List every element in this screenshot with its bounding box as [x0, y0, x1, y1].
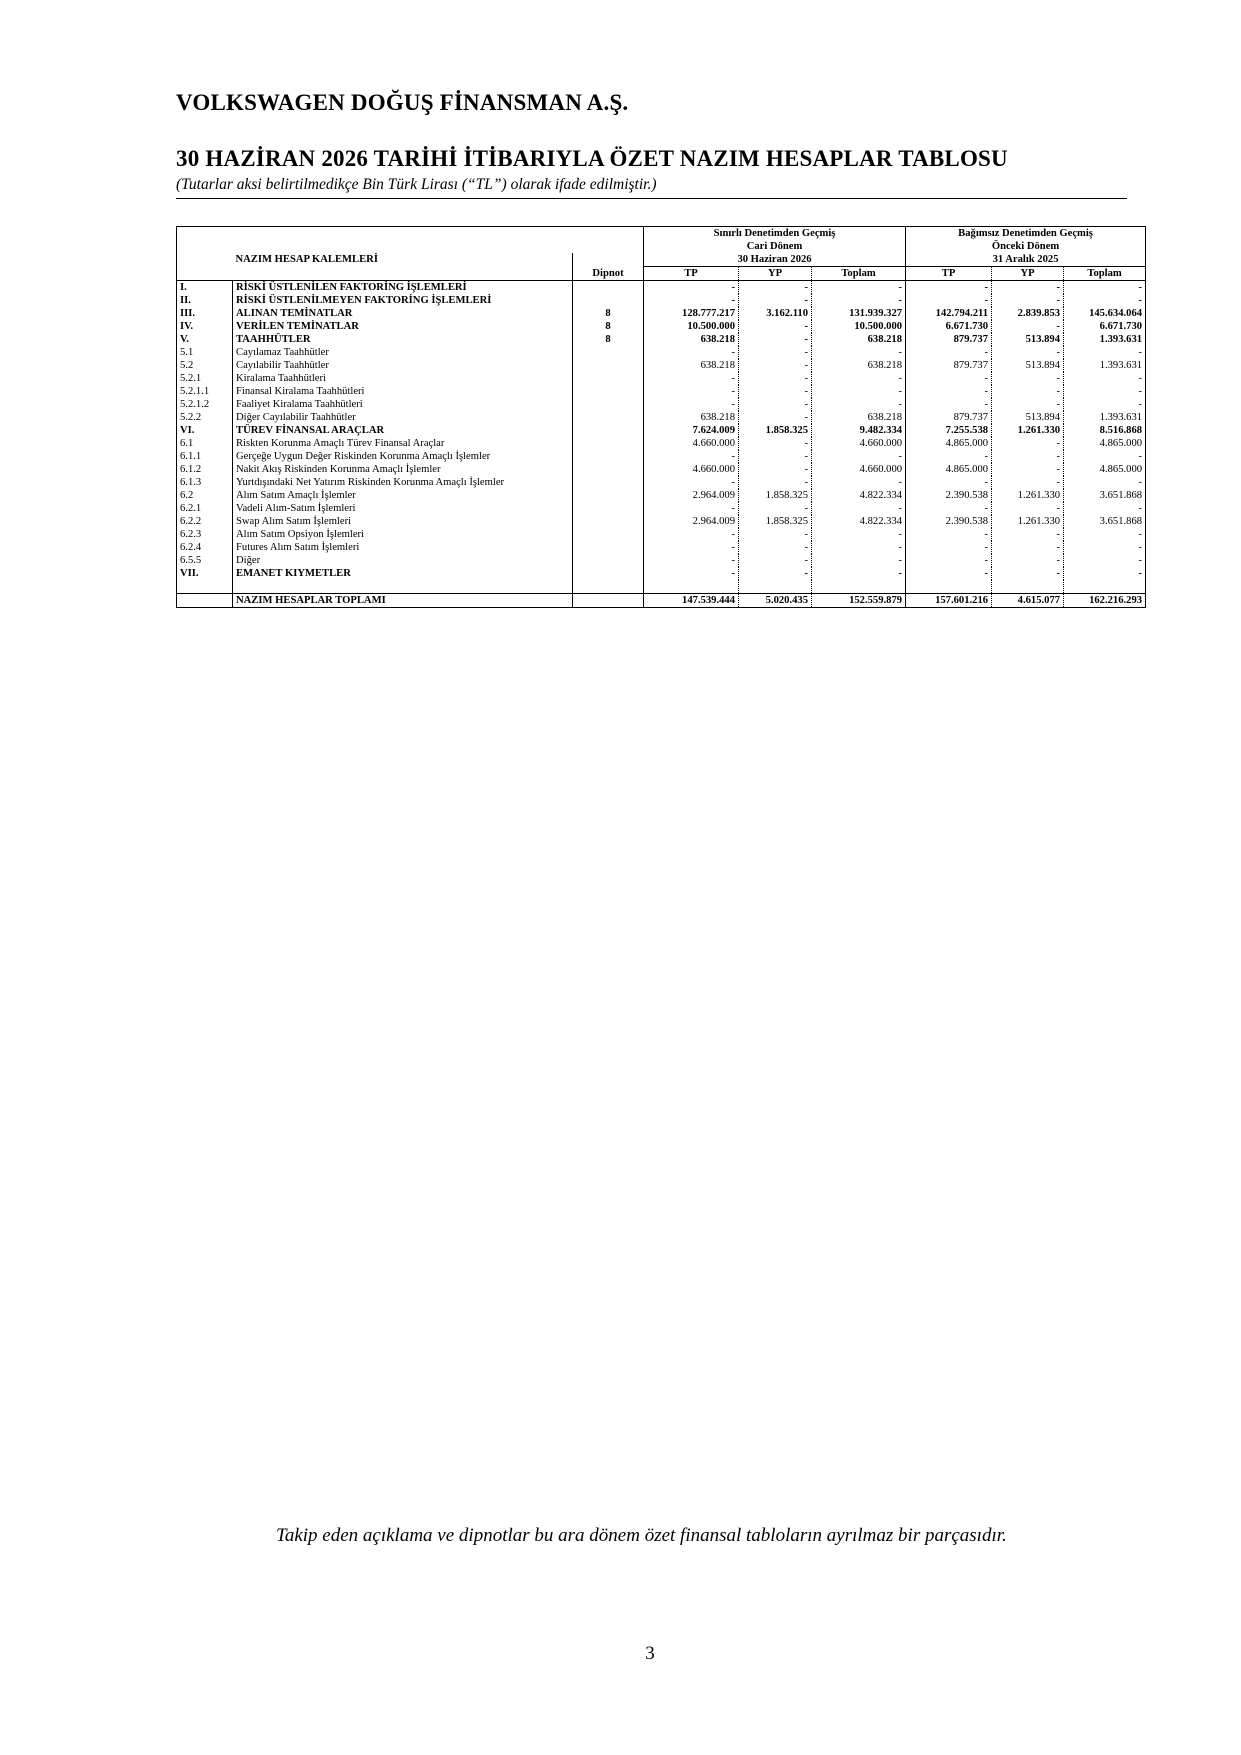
prior-period-header-line3: 31 Aralık 2025: [992, 254, 1059, 265]
row-current-tp: -: [644, 554, 739, 567]
row-note: [573, 450, 644, 463]
row-code: 6.2.1: [177, 502, 233, 515]
row-label: Alım Satım Amaçlı İşlemler: [236, 490, 356, 501]
row-label: RİSKİ ÜSTLENİLEN FAKTORİNG İŞLEMLERİ: [236, 282, 467, 293]
row-prior-total: -: [1138, 282, 1143, 293]
row-prior-tp: 4.865.000: [906, 463, 992, 476]
row-note: [573, 554, 644, 567]
table-row: [177, 489, 1146, 502]
table-row: [177, 307, 1146, 320]
row-label: VERİLEN TEMİNATLAR: [236, 321, 359, 332]
row-current-yp: 3.162.110: [739, 307, 812, 320]
row-label: Diğer: [236, 555, 261, 566]
row-prior-total: -: [1138, 555, 1143, 566]
row-code: I.: [177, 281, 233, 295]
table-row: [177, 528, 1146, 541]
table-row: [177, 541, 1146, 554]
row-code: II.: [177, 294, 233, 307]
row-prior-total: -: [1138, 477, 1143, 488]
row-current-tp: 638.218: [644, 411, 739, 424]
row-current-total: -: [812, 398, 906, 411]
row-prior-yp: 513.894: [992, 359, 1064, 372]
table-row: [177, 411, 1146, 424]
row-current-total: -: [812, 567, 906, 580]
row-note: [573, 346, 644, 359]
row-current-total: -: [812, 528, 906, 541]
row-prior-yp: -: [992, 567, 1064, 580]
row-label: Alım Satım Opsiyon İşlemleri: [236, 529, 364, 540]
row-prior-yp: -: [992, 528, 1064, 541]
row-prior-yp: -: [992, 294, 1064, 307]
row-prior-yp: -: [992, 372, 1064, 385]
row-prior-tp: -: [906, 294, 992, 307]
row-prior-tp: -: [906, 372, 992, 385]
row-label: Swap Alım Satım İşlemleri: [236, 516, 352, 527]
row-current-tp: -: [644, 476, 739, 489]
table-row: [177, 567, 1146, 580]
row-label: ALINAN TEMİNATLAR: [236, 308, 353, 319]
total-label: NAZIM HESAPLAR TOPLAMI: [233, 594, 573, 608]
row-prior-tp: -: [906, 528, 992, 541]
table-row: [177, 463, 1146, 476]
row-note: [573, 294, 644, 307]
row-current-yp: -: [739, 346, 812, 359]
table-row: [177, 450, 1146, 463]
note-column-header: Dipnot: [573, 267, 644, 281]
row-prior-yp: -: [992, 476, 1064, 489]
row-current-tp: -: [644, 528, 739, 541]
row-prior-total: -: [1138, 399, 1143, 410]
prior-period-header-line1: Bağımsız Denetimden Geçmiş: [958, 228, 1093, 239]
row-prior-yp: -: [992, 502, 1064, 515]
table-row: [177, 554, 1146, 567]
row-current-yp: 1.858.325: [739, 489, 812, 502]
row-current-yp: -: [739, 333, 812, 346]
title-divider: [176, 198, 1127, 199]
row-code: VII.: [177, 567, 233, 580]
row-current-tp: 10.500.000: [644, 320, 739, 333]
row-current-tp: 7.624.009: [644, 424, 739, 437]
page-subtitle: (Tutarlar aksi belirtilmedikçe Bin Türk Lirası (“TL”) olarak ifade edilmiştir.): [176, 176, 657, 193]
row-note: [573, 424, 644, 437]
row-prior-yp: 513.894: [992, 333, 1064, 346]
row-current-yp: -: [739, 281, 812, 295]
row-prior-yp: -: [992, 346, 1064, 359]
row-prior-tp: 7.255.538: [906, 424, 992, 437]
row-current-yp: -: [739, 450, 812, 463]
row-prior-total: 145.634.064: [1089, 308, 1143, 319]
row-note: 8: [573, 333, 644, 346]
row-note: [573, 372, 644, 385]
row-code: 6.2.3: [177, 528, 233, 541]
row-current-tp: -: [644, 541, 739, 554]
row-current-total: -: [812, 476, 906, 489]
row-prior-tp: 142.794.211: [906, 307, 992, 320]
row-current-yp: -: [739, 463, 812, 476]
total-current-tp: 147.539.444: [644, 594, 739, 608]
row-prior-yp: 1.261.330: [992, 489, 1064, 502]
row-code: V.: [177, 333, 233, 346]
row-code: 5.2: [177, 359, 233, 372]
row-prior-tp: 879.737: [906, 359, 992, 372]
row-prior-tp: -: [906, 398, 992, 411]
row-current-yp: -: [739, 528, 812, 541]
row-prior-yp: -: [992, 463, 1064, 476]
row-prior-tp: 879.737: [906, 333, 992, 346]
row-prior-tp: -: [906, 541, 992, 554]
off-balance-sheet-table: [176, 226, 1146, 608]
row-prior-yp: 1.261.330: [992, 424, 1064, 437]
row-prior-total: 1.393.631: [1099, 360, 1143, 371]
row-prior-total: -: [1138, 295, 1143, 306]
row-note: [573, 502, 644, 515]
row-code: 6.5.5: [177, 554, 233, 567]
row-label: Finansal Kiralama Taahhütleri: [236, 386, 365, 397]
row-current-total: 4.822.334: [812, 489, 906, 502]
footer-note: Takip eden açıklama ve dipnotlar bu ara dönem özet finansal tabloların ayrılmaz bir parçasıdır.: [276, 1525, 1007, 1546]
row-prior-total: -: [1138, 529, 1143, 540]
row-current-total: 638.218: [812, 333, 906, 346]
header-blank-2: [177, 240, 644, 253]
row-code: 5.2.1.1: [177, 385, 233, 398]
row-current-total: -: [812, 541, 906, 554]
row-current-total: -: [812, 281, 906, 295]
row-code: 6.2.2: [177, 515, 233, 528]
header-blank: [177, 227, 644, 241]
row-current-yp: -: [739, 541, 812, 554]
row-label: Riskten Korunma Amaçlı Türev Finansal Araçlar: [236, 438, 445, 449]
row-prior-total: 1.393.631: [1099, 334, 1143, 345]
table-row: [177, 385, 1146, 398]
row-current-total: 9.482.334: [812, 424, 906, 437]
row-prior-yp: 1.261.330: [992, 515, 1064, 528]
row-code: 6.2: [177, 489, 233, 502]
row-current-total: -: [812, 385, 906, 398]
row-prior-total: -: [1138, 451, 1143, 462]
row-label: Gerçeğe Uygun Değer Riskinden Korunma Amaçlı İşlemler: [236, 451, 491, 462]
row-code: 5.2.2: [177, 411, 233, 424]
table-row: [177, 294, 1146, 307]
row-current-yp: -: [739, 294, 812, 307]
row-current-yp: 1.858.325: [739, 424, 812, 437]
row-prior-tp: 2.390.538: [906, 515, 992, 528]
row-current-tp: -: [644, 385, 739, 398]
page-title: 30 HAZİRAN 2026 TARİHİ İTİBARIYLA ÖZET NAZIM HESAPLAR TABLOSU: [176, 146, 1008, 171]
row-code: 5.2.1: [177, 372, 233, 385]
row-label: Yurtdışındaki Net Yatırım Riskinden Korunma Amaçlı İşlemler: [236, 477, 505, 488]
row-current-yp: -: [739, 385, 812, 398]
total-row: [177, 594, 1146, 608]
row-note: [573, 411, 644, 424]
row-note: [573, 385, 644, 398]
prior-tp-header: TP: [906, 267, 992, 281]
total-current-total: 152.559.879: [812, 594, 906, 608]
row-note: [573, 463, 644, 476]
row-prior-tp: 6.671.730: [906, 320, 992, 333]
row-note: [573, 567, 644, 580]
row-label: Futures Alım Satım İşlemleri: [236, 542, 360, 553]
row-current-total: -: [812, 502, 906, 515]
row-current-tp: 4.660.000: [644, 463, 739, 476]
table-row: [177, 424, 1146, 437]
row-prior-yp: -: [992, 437, 1064, 450]
row-code: 5.1: [177, 346, 233, 359]
page-number: 3: [645, 1643, 655, 1664]
prior-period-header-line2: Önceki Dönem: [991, 241, 1060, 252]
row-note: [573, 528, 644, 541]
row-current-tp: -: [644, 346, 739, 359]
table-row: [177, 346, 1146, 359]
row-current-yp: 1.858.325: [739, 515, 812, 528]
row-code: VI.: [177, 424, 233, 437]
row-current-total: -: [812, 346, 906, 359]
table-row: [177, 359, 1146, 372]
row-note: [573, 437, 644, 450]
row-prior-total: 8.516.868: [1099, 425, 1143, 436]
row-current-yp: -: [739, 359, 812, 372]
current-yp-header: YP: [739, 267, 812, 281]
row-current-total: -: [812, 450, 906, 463]
row-current-yp: -: [739, 398, 812, 411]
row-code: 6.1.1: [177, 450, 233, 463]
row-label: EMANET KIYMETLER: [236, 568, 351, 579]
row-label: RİSKİ ÜSTLENİLMEYEN FAKTORİNG İŞLEMLERİ: [236, 295, 492, 306]
row-prior-tp: -: [906, 346, 992, 359]
row-prior-tp: -: [906, 385, 992, 398]
prior-total-header: Toplam: [1064, 267, 1146, 281]
row-prior-tp: -: [906, 450, 992, 463]
current-period-header-line2: Cari Dönem: [644, 240, 906, 253]
row-note: [573, 281, 644, 295]
row-prior-total: 4.865.000: [1099, 464, 1143, 475]
row-prior-yp: -: [992, 541, 1064, 554]
row-code: 6.1.2: [177, 463, 233, 476]
current-period-header-line3: 30 Haziran 2026: [644, 253, 906, 267]
row-current-total: -: [812, 294, 906, 307]
current-tp-header: TP: [644, 267, 739, 281]
row-prior-total: 1.393.631: [1099, 412, 1143, 423]
row-prior-yp: -: [992, 398, 1064, 411]
row-prior-tp: 2.390.538: [906, 489, 992, 502]
row-note: [573, 489, 644, 502]
row-current-total: 10.500.000: [812, 320, 906, 333]
row-prior-tp: -: [906, 476, 992, 489]
total-prior-yp: 4.615.077: [992, 594, 1064, 608]
total-prior-total: 162.216.293: [1064, 594, 1146, 608]
row-current-tp: -: [644, 450, 739, 463]
row-prior-yp: 513.894: [992, 411, 1064, 424]
row-prior-total: -: [1138, 568, 1143, 579]
row-current-tp: -: [644, 398, 739, 411]
table-row: [177, 372, 1146, 385]
row-prior-tp: -: [906, 567, 992, 580]
table-row: [177, 437, 1146, 450]
row-label: Cayılamaz Taahhütler: [236, 347, 329, 358]
row-code: III.: [177, 307, 233, 320]
row-current-yp: -: [739, 372, 812, 385]
row-code: IV.: [177, 320, 233, 333]
row-note: [573, 541, 644, 554]
row-prior-tp: -: [906, 502, 992, 515]
table-row: [177, 320, 1146, 333]
table-row: [177, 476, 1146, 489]
row-current-total: 131.939.327: [812, 307, 906, 320]
row-label: Diğer Cayılabilir Taahhütler: [236, 412, 356, 423]
row-current-total: 4.660.000: [812, 463, 906, 476]
row-prior-total: -: [1138, 373, 1143, 384]
row-prior-yp: -: [992, 281, 1064, 295]
current-period-header-line1: Sınırlı Denetimden Geçmiş: [644, 227, 906, 241]
row-note: [573, 359, 644, 372]
row-note: [573, 515, 644, 528]
row-note: [573, 476, 644, 489]
row-current-yp: -: [739, 476, 812, 489]
prior-yp-header: YP: [992, 267, 1064, 281]
company-name: VOLKSWAGEN DOĞUŞ FİNANSMAN A.Ş.: [176, 90, 629, 115]
row-prior-tp: 879.737: [906, 411, 992, 424]
table-row: [177, 281, 1146, 295]
total-current-yp: 5.020.435: [739, 594, 812, 608]
row-prior-yp: 2.839.853: [992, 307, 1064, 320]
table-row: [177, 515, 1146, 528]
row-current-yp: -: [739, 502, 812, 515]
row-current-total: -: [812, 372, 906, 385]
row-note: 8: [573, 307, 644, 320]
row-current-tp: 638.218: [644, 333, 739, 346]
table-row: [177, 502, 1146, 515]
row-note: [573, 398, 644, 411]
row-label: Vadeli Alım-Satım İşlemleri: [236, 503, 356, 514]
row-prior-total: 6.671.730: [1099, 321, 1143, 332]
row-current-tp: -: [644, 567, 739, 580]
row-current-tp: -: [644, 372, 739, 385]
items-column-header: NAZIM HESAP KALEMLERİ: [235, 254, 378, 265]
row-current-tp: -: [644, 502, 739, 515]
row-current-yp: -: [739, 320, 812, 333]
row-prior-total: 4.865.000: [1099, 438, 1143, 449]
total-prior-tp: 157.601.216: [906, 594, 992, 608]
row-current-tp: 2.964.009: [644, 515, 739, 528]
current-total-header: Toplam: [812, 267, 906, 281]
row-current-total: 4.822.334: [812, 515, 906, 528]
row-prior-yp: -: [992, 554, 1064, 567]
row-code: 6.1.3: [177, 476, 233, 489]
table-row: [177, 333, 1146, 346]
row-note: 8: [573, 320, 644, 333]
row-prior-tp: 4.865.000: [906, 437, 992, 450]
row-current-tp: 2.964.009: [644, 489, 739, 502]
row-prior-total: -: [1138, 503, 1143, 514]
row-current-total: 638.218: [812, 359, 906, 372]
row-label: TAAHHÜTLER: [236, 334, 311, 345]
row-current-tp: -: [644, 294, 739, 307]
row-current-total: 4.660.000: [812, 437, 906, 450]
row-prior-total: 3.651.868: [1099, 516, 1143, 527]
row-prior-yp: -: [992, 385, 1064, 398]
row-current-tp: 4.660.000: [644, 437, 739, 450]
row-prior-total: -: [1138, 347, 1143, 358]
row-prior-total: -: [1138, 542, 1143, 553]
row-current-tp: 128.777.217: [644, 307, 739, 320]
row-current-tp: 638.218: [644, 359, 739, 372]
row-prior-tp: -: [906, 554, 992, 567]
row-prior-tp: -: [906, 281, 992, 295]
row-current-yp: -: [739, 554, 812, 567]
row-prior-total: 3.651.868: [1099, 490, 1143, 501]
row-current-total: 638.218: [812, 411, 906, 424]
row-label: TÜREV FİNANSAL ARAÇLAR: [236, 425, 385, 436]
table-row: [177, 398, 1146, 411]
row-code: 6.1: [177, 437, 233, 450]
row-label: Cayılabilir Taahhütler: [236, 360, 329, 371]
row-label: Nakit Akış Riskinden Korunma Amaçlı İşlemler: [236, 464, 441, 475]
row-prior-yp: -: [992, 320, 1064, 333]
row-current-yp: -: [739, 567, 812, 580]
row-prior-yp: -: [992, 450, 1064, 463]
row-label: Faaliyet Kiralama Taahhütleri: [236, 399, 363, 410]
row-current-yp: -: [739, 437, 812, 450]
row-current-yp: -: [739, 411, 812, 424]
row-current-tp: -: [644, 281, 739, 295]
row-prior-total: -: [1138, 386, 1143, 397]
row-current-total: -: [812, 554, 906, 567]
row-code: 5.2.1.2: [177, 398, 233, 411]
row-label: Kiralama Taahhütleri: [236, 373, 326, 384]
row-code: 6.2.4: [177, 541, 233, 554]
